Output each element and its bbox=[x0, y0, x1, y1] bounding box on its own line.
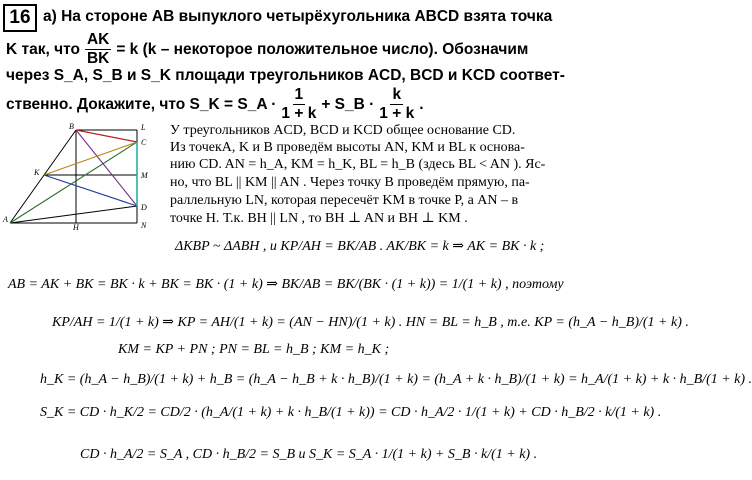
problem-line-3: через S_A, S_B и S_K площади треугольников ACD, BCD и KCD соответ- bbox=[6, 67, 565, 84]
statement-fraction-1-den: 1 + k bbox=[281, 104, 317, 122]
label-h: H bbox=[73, 223, 79, 232]
label-k: K bbox=[34, 168, 40, 177]
statement-fraction-2 bbox=[379, 86, 414, 123]
solution-line-6: точке H. Т.к. BH || LN , то BH ⊥ AN и BH ⊥ KM . bbox=[170, 211, 468, 226]
ratio-denominator: BK bbox=[86, 49, 110, 67]
solution-line-2: Из точекA, K и B проведём высоты AN, KM и BL к основа- bbox=[170, 140, 525, 155]
label-c: C bbox=[141, 138, 147, 147]
label-m: M bbox=[141, 171, 148, 180]
label-l: L bbox=[141, 123, 146, 132]
ratio-numerator: AK bbox=[86, 31, 110, 48]
problem-line-2-start: K так, что bbox=[6, 40, 80, 58]
diagonal-bd bbox=[76, 130, 137, 206]
side-ab bbox=[10, 130, 76, 223]
problem-line-4-start: ственно. Докажите, что S_K = S_A · bbox=[6, 95, 277, 113]
side-ad bbox=[10, 206, 137, 223]
label-n: N bbox=[141, 221, 147, 230]
problem-line-4-mid: + S_B · bbox=[321, 95, 375, 113]
equation-hk: h_K = (h_A − h_B)/(1 + k) + h_B = (h_A − h_B + k · h_B)/(1 + k) = (h_A + k · h_B)/(1 + k) = h_A/(1 + k) + k · h_B/(1 + k) . bbox=[40, 372, 752, 387]
label-d: D bbox=[141, 203, 147, 212]
problem-line-2-end: = k (k – некоторое положительное число). Обозначим bbox=[116, 40, 529, 58]
statement-fraction-2-num: k bbox=[392, 86, 402, 103]
problem-line-2 bbox=[6, 31, 528, 68]
geometry-figure bbox=[4, 120, 154, 230]
segment-kd bbox=[44, 175, 137, 206]
statement-fraction-1-num: 1 bbox=[294, 86, 304, 103]
ratio-fraction bbox=[85, 31, 111, 68]
equation-conclusion: CD · h_A/2 = S_A , CD · h_B/2 = S_B и S_K = S_A · 1/(1 + k) + S_B · k/(1 + k) . bbox=[80, 447, 538, 462]
equation-km: KM = KP + PN ; PN = BL = h_B ; KM = h_K ; bbox=[118, 342, 390, 357]
problem-number: 16 bbox=[3, 4, 37, 32]
solution-line-4: но, что BL || KM || AN . Через точку B проведём прямую, па- bbox=[170, 175, 530, 190]
problem-line-1: а) На стороне AB выпуклого четырёхугольника ABCD взята точка bbox=[43, 8, 553, 25]
label-a: A bbox=[3, 215, 8, 224]
label-b: B bbox=[69, 122, 74, 131]
equation-sk: S_K = CD · h_K/2 = CD/2 · (h_A/(1 + k) + k · h_B/(1 + k)) = CD · h_A/2 · 1/(1 + k) + CD · h_B/2 · k/(1 + k) . bbox=[40, 405, 662, 420]
solution-line-1: У треугольников ACD, BCD и KCD общее основание CD. bbox=[170, 123, 516, 138]
segment-kc bbox=[44, 142, 137, 175]
problem-line-4 bbox=[6, 86, 424, 123]
equation-ab: AB = AK + BK = BK · k + BK = BK · (1 + k) ⇒ BK/AB = BK/(BK · (1 + k)) = 1/(1 + k) , поэтому bbox=[8, 277, 564, 292]
segment-bc-red bbox=[76, 130, 137, 142]
solution-line-5: раллельную LN, которая пересечёт KM в точке P, а AN – в bbox=[170, 193, 519, 208]
solution-line-3: нию CD. AN = h_A, KM = h_K, BL = h_B (здесь BL < AN ). Яс- bbox=[170, 157, 546, 172]
statement-fraction-1 bbox=[281, 86, 316, 123]
problem-line-4-end: . bbox=[419, 95, 424, 113]
statement-fraction-2-den: 1 + k bbox=[379, 104, 415, 122]
equation-similar-triangles: ΔKBP ~ ΔABH , и KP/AH = BK/AB . AK/BK = k ⇒ AK = BK · k ; bbox=[175, 239, 545, 254]
equation-kp: KP/AH = 1/(1 + k) ⇒ KP = AH/(1 + k) = (AN − HN)/(1 + k) . HN = BL = h_B , т.е. KP = (h_A − h_B)/(1 + k) . bbox=[52, 315, 689, 330]
